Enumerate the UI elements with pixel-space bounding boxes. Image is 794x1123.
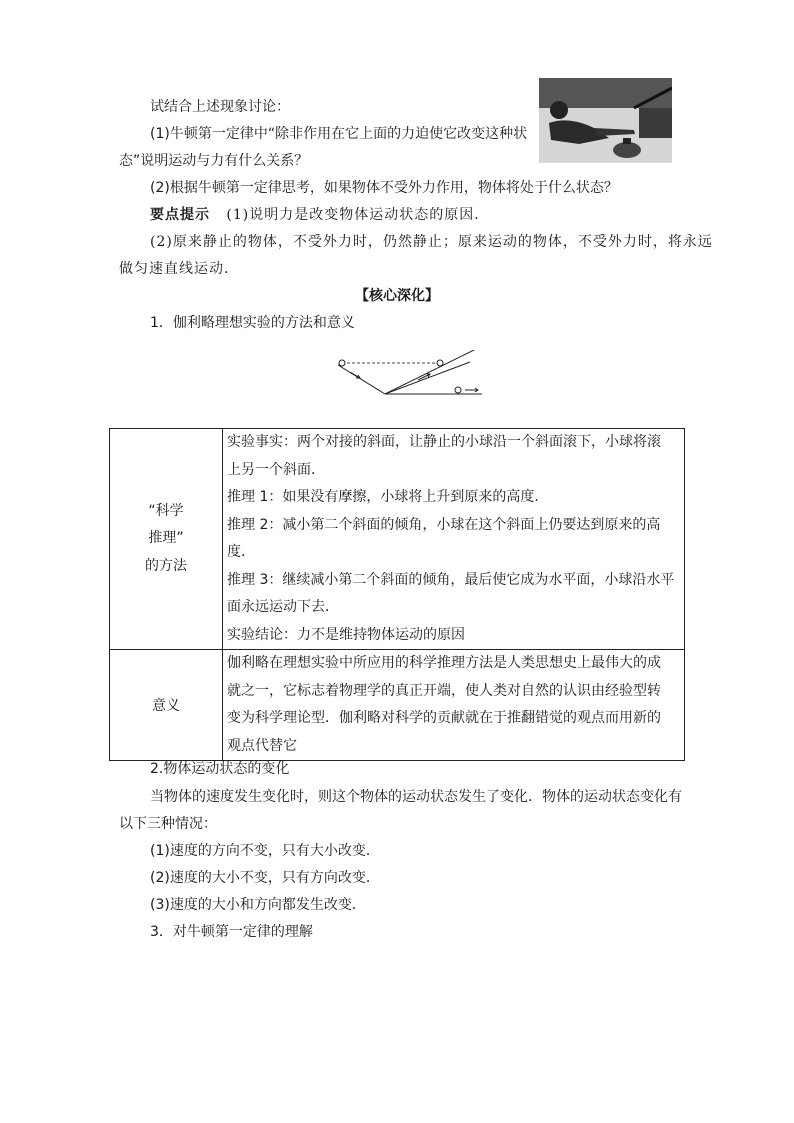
method-label-line: 的方法 xyxy=(145,557,187,574)
method-line: 推理 3：继续减小第二个斜面的倾角，最后使它成为水平面，小球沿水平 xyxy=(227,571,675,588)
tip-2-line-1: (2)原来静止的物体，不受外力时，仍然静止；原来运动的物体，不受外力时，将永远 xyxy=(150,234,713,250)
curling-photo xyxy=(539,78,672,163)
discuss-prompt: 试结合上述现象讨论： xyxy=(150,99,290,115)
item-1-title: 1．伽利略理想实验的方法和意义 xyxy=(150,315,355,331)
significance-content-cell xyxy=(223,650,685,761)
method-label-cell xyxy=(110,429,223,650)
question-1-line-1: (1)牛顿第一定律中“除非作用在它上面的力迫使它改变这种状 xyxy=(150,126,528,142)
inclined-plane-diagram xyxy=(330,350,490,400)
tip-1: (1)说明力是改变物体运动状态的原因． xyxy=(226,207,490,223)
table-row-significance xyxy=(110,650,685,761)
method-line: 实验事实：两个对接的斜面，让静止的小球沿一个斜面滚下，小球将滚 xyxy=(227,434,661,450)
method-line: 度． xyxy=(227,544,255,560)
method-line: 上另一个斜面． xyxy=(227,461,325,478)
case-2: (2)速度的大小不变，只有方向改变． xyxy=(150,870,380,886)
section-title: 【核心深化】 xyxy=(355,288,439,304)
significance-line: 伽利略在理想实验中所应用的科学推理方法是人类思想史上最伟大的成 xyxy=(227,655,661,671)
method-line: 实验结论：力不是维持物体运动的原因 xyxy=(227,626,465,643)
table-row-method xyxy=(110,429,685,650)
method-line: 面永远运动下去． xyxy=(227,599,339,615)
item-2-para-line-2: 以下三种情况： xyxy=(119,816,217,832)
method-label-line: 推理” xyxy=(148,530,184,547)
answer-tip xyxy=(150,205,489,225)
tip-label: 要点提示 xyxy=(150,207,210,223)
case-1: (1)速度的方向不变，只有大小改变． xyxy=(150,843,380,859)
galileo-table xyxy=(109,428,685,761)
question-2: (2)根据牛顿第一定律思考，如果物体不受外力作用，物体将处于什么状态？ xyxy=(150,180,618,196)
method-content-cell xyxy=(223,429,685,650)
item-2-para-line-1: 当物体的速度发生变化时，则这个物体的运动状态发生了变化．物体的运动状态变化有 xyxy=(150,789,682,805)
tip-2-line-2: 做匀速直线运动． xyxy=(119,261,239,277)
question-1-line-2: 态”说明运动与力有什么关系？ xyxy=(119,153,309,169)
case-3: (3)速度的大小和方向都发生改变． xyxy=(150,897,366,913)
significance-label-cell: 意义 xyxy=(110,650,223,761)
method-line: 推理 2：减小第二个斜面的倾角，小球在这个斜面上仍要达到原来的高 xyxy=(227,516,661,533)
method-label-line: “科学 xyxy=(148,502,184,519)
item-3-title: 3．对牛顿第一定律的理解 xyxy=(150,924,313,940)
significance-line: 观点代替它 xyxy=(227,737,297,754)
significance-line: 变为科学理论型．伽利略对科学的贡献就在于推翻错觉的观点而用新的 xyxy=(227,710,661,726)
item-2-title: 2.物体运动状态的变化 xyxy=(150,761,290,777)
significance-line: 就之一，它标志着物理学的真正开端，使人类对自然的认识由经验型转 xyxy=(227,682,661,699)
method-line: 推理 1：如果没有摩擦，小球将上升到原来的高度． xyxy=(227,489,549,505)
